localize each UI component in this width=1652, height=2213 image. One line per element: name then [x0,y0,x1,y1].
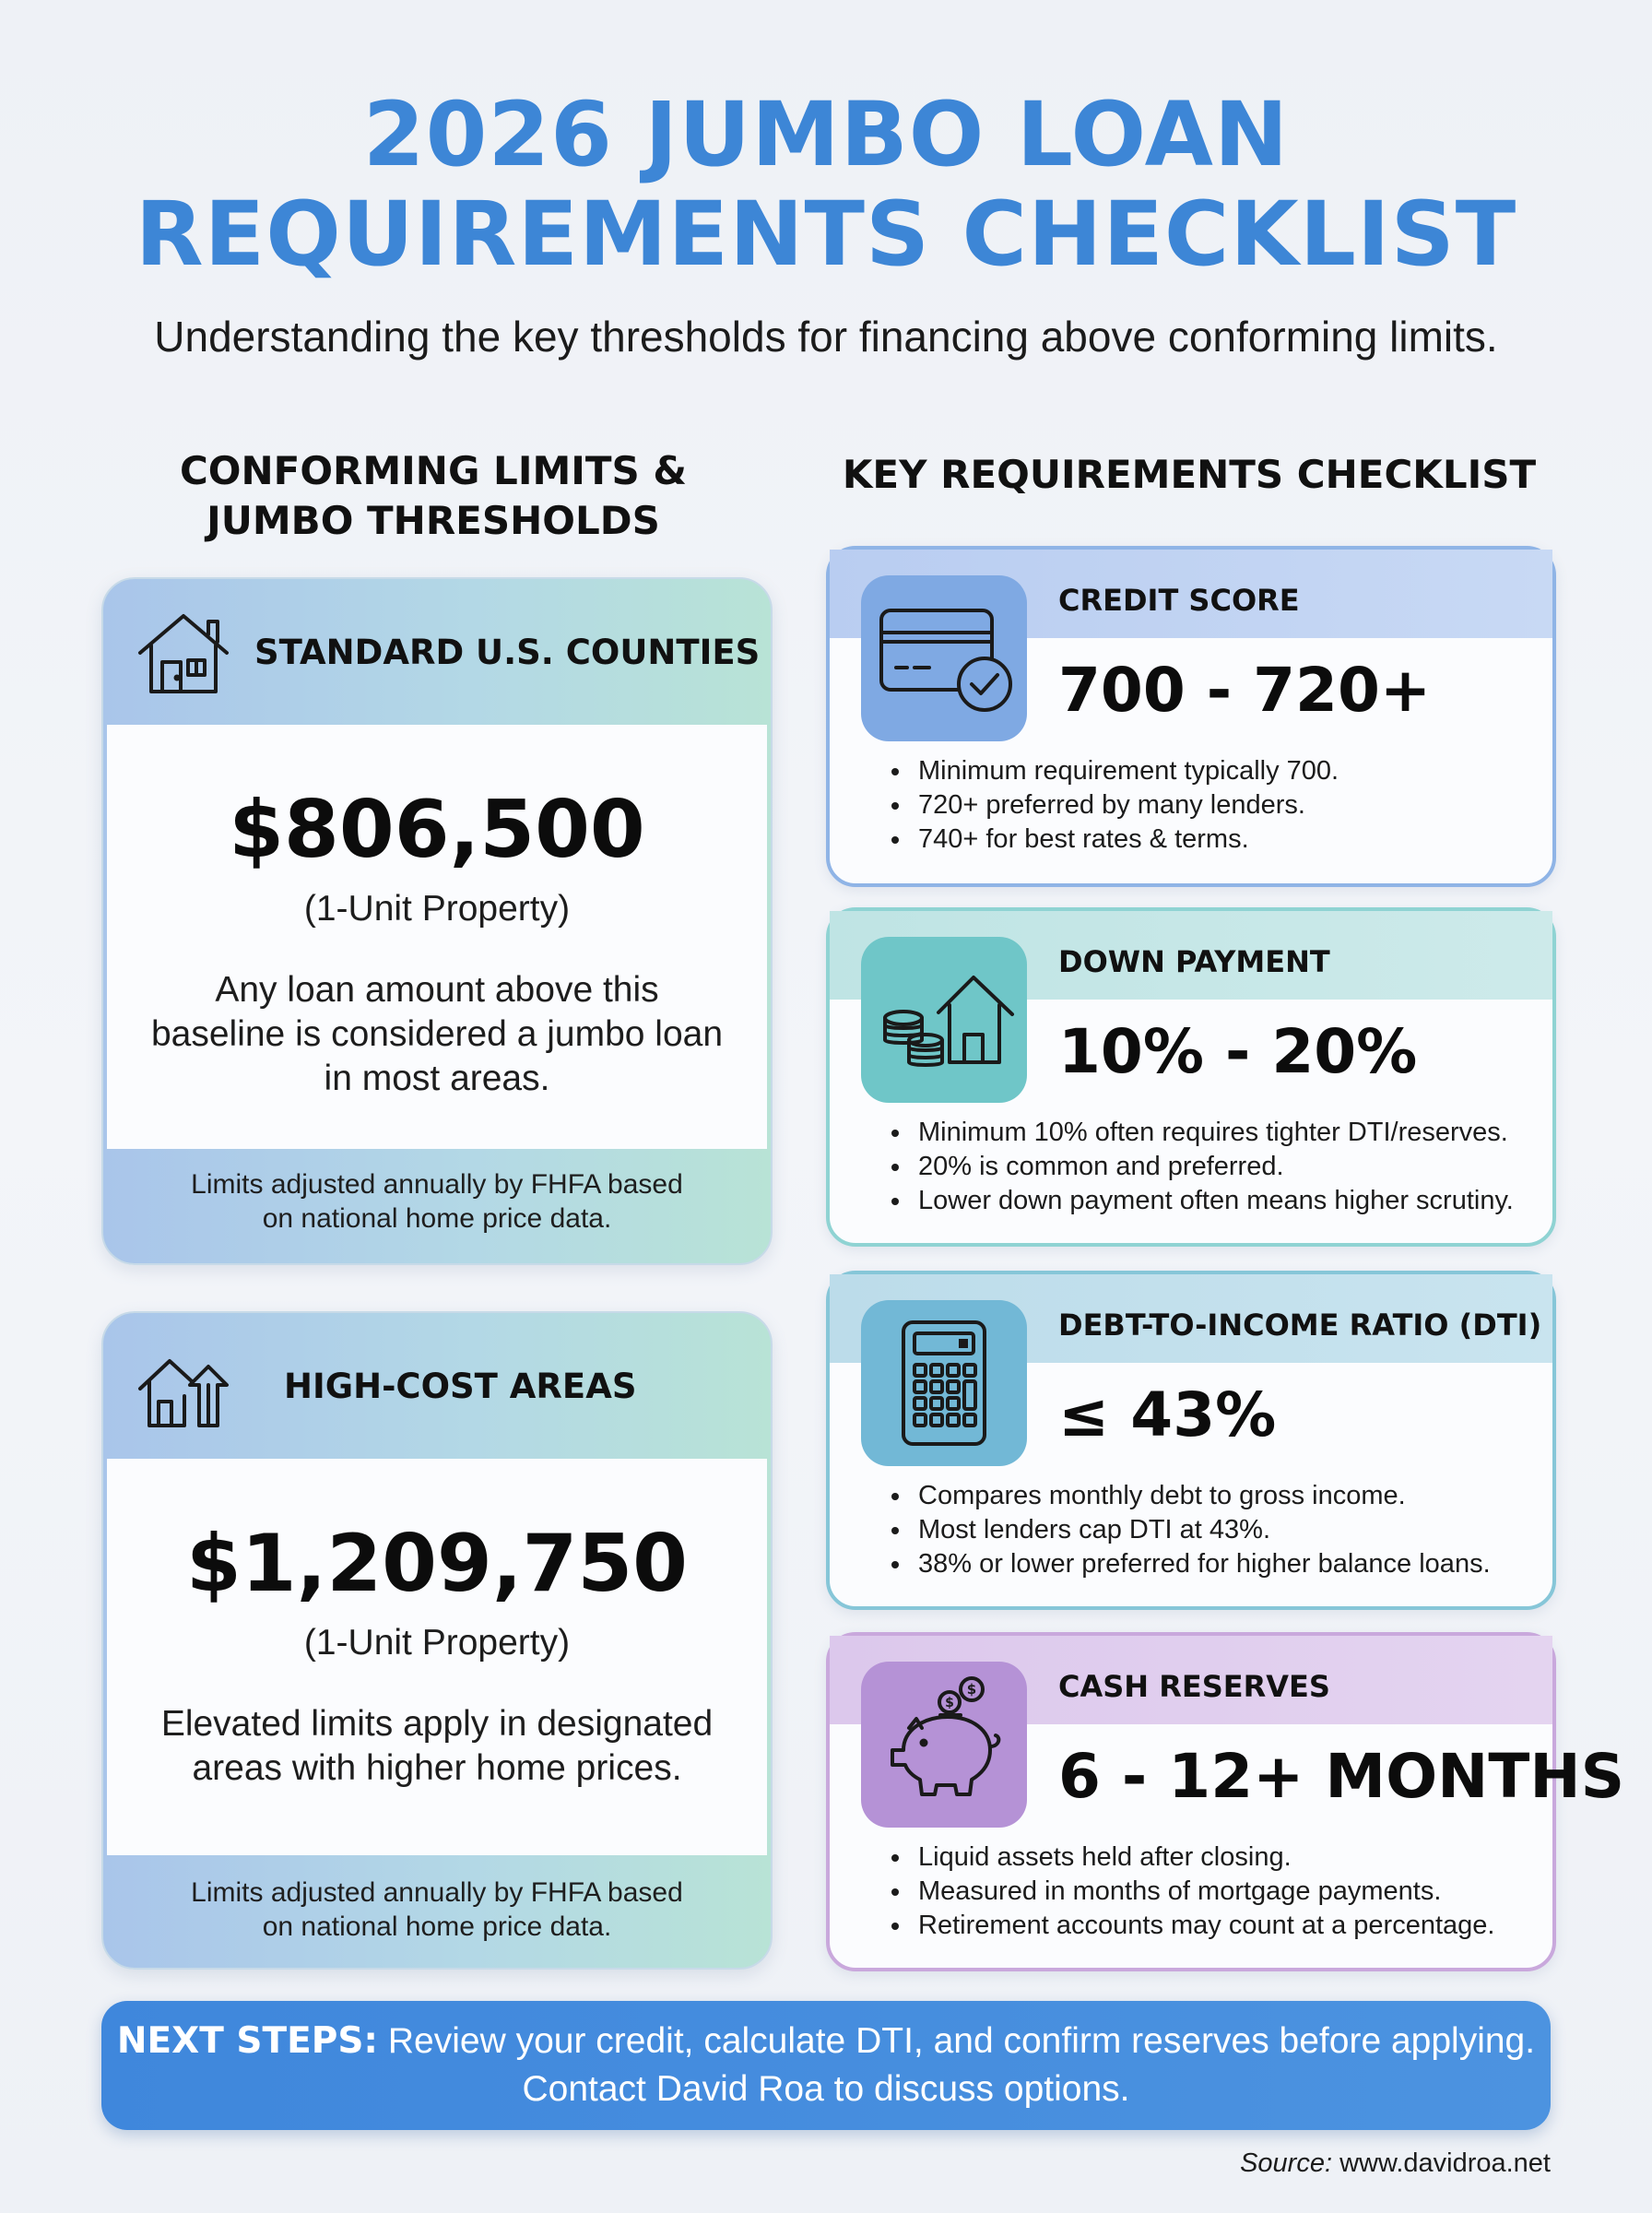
requirement-label: CASH RESERVES [1058,1669,1330,1704]
bullet-item: • Compares monthly debt to gross income. [913,1479,1543,1513]
requirement-value: 10% - 20% [1058,1016,1418,1087]
page-title [0,85,1652,284]
requirement-bullets [889,1840,1543,1943]
svg-text:$: $ [966,1681,977,1698]
bullet-item: • 38% or lower preferred for higher balance loans. [913,1547,1543,1581]
left-heading-line-2: JUMBO THRESHOLDS [206,498,660,543]
bullet-item: • 20% is common and preferred. [913,1150,1543,1184]
property-unit: (1-Unit Property) [303,889,571,929]
card-header [103,579,771,725]
next-steps-banner [101,2001,1551,2130]
high-cost-areas-card [101,1311,773,1970]
down-payment-card [826,907,1556,1247]
houses-rising-icon [135,1341,232,1438]
limit-amount: $806,500 [229,784,645,876]
left-heading-line-1: CONFORMING LIMITS & [179,448,688,493]
house-icon [135,607,232,704]
card-description: Any loan amount above this baseline is considered a jumbo loan in most areas. [150,970,724,1098]
calculator-icon [861,1300,1027,1466]
requirement-label: DOWN PAYMENT [1058,944,1330,979]
requirement-value: ≤ 43% [1058,1379,1277,1450]
property-unit: (1-Unit Property) [303,1623,571,1663]
limit-amount: $1,209,750 [185,1518,689,1610]
subtitle: Understanding the key thresholds for financing above conforming limits. [154,313,1498,361]
left-column-heading [101,446,765,546]
source-credit [1240,2148,1551,2179]
piggy-bank-icon [861,1662,1027,1828]
cash-reserves-card [826,1632,1625,1971]
next-steps-text: Review your credit, calculate DTI, and confirm reserves before applying. Contact David Roa to discuss options. [387,2021,1536,2109]
svg-text:$: $ [945,1696,954,1710]
title-line-2: REQUIREMENTS CHECKLIST [135,183,1517,286]
coins-house-icon [861,937,1027,1103]
title-line-1: 2026 JUMBO LOAN [362,83,1290,186]
requirement-label: CREDIT SCORE [1058,583,1300,618]
card-title: STANDARD U.S. COUNTIES [254,633,761,672]
requirement-label: DEBT-TO-INCOME RATIO (DTI) [1058,1308,1542,1343]
card-description: Elevated limits apply in designated areas with higher home prices. [160,1704,714,1788]
next-steps-label: NEXT STEPS: [116,2020,379,2062]
requirement-bullets [889,1479,1543,1581]
requirement-bullets [889,754,1543,857]
card-footnote: Limits adjusted annually by FHFA based on national home price data. [191,1877,683,1942]
bullet-item: • Lower down payment often means higher scrutiny. [913,1184,1543,1218]
requirement-bullets [889,1116,1543,1218]
bullet-item: • Minimum requirement typically 700. [913,754,1543,788]
bullet-item: • Retirement accounts may count at a percentage. [913,1909,1543,1943]
source-url: www.davidroa.net [1339,2148,1551,2178]
right-column-heading: KEY REQUIREMENTS CHECKLIST [842,452,1537,497]
bullet-item: • Minimum 10% often requires tighter DTI/reserves. [913,1116,1543,1150]
card-header [103,1313,771,1459]
requirement-value: 6 - 12+ MONTHS [1058,1741,1625,1812]
bullet-item: • 740+ for best rates & terms. [913,822,1543,857]
source-label: Source: [1240,2148,1333,2178]
bullet-item: • Measured in months of mortgage payments. [913,1875,1543,1909]
card-title: HIGH-COST AREAS [284,1367,637,1406]
bullet-item: • 720+ preferred by many lenders. [913,788,1543,822]
card-footnote: Limits adjusted annually by FHFA based on national home price data. [191,1169,683,1234]
card-body [107,725,767,1149]
bullet-item: • Liquid assets held after closing. [913,1840,1543,1875]
credit-card-check-icon [861,575,1027,741]
card-body [107,1459,767,1855]
requirement-value: 700 - 720+ [1058,655,1432,726]
credit-score-card [826,546,1556,887]
standard-counties-card [101,577,773,1265]
debt-to-income-card [826,1271,1556,1610]
bullet-item: • Most lenders cap DTI at 43%. [913,1513,1543,1547]
